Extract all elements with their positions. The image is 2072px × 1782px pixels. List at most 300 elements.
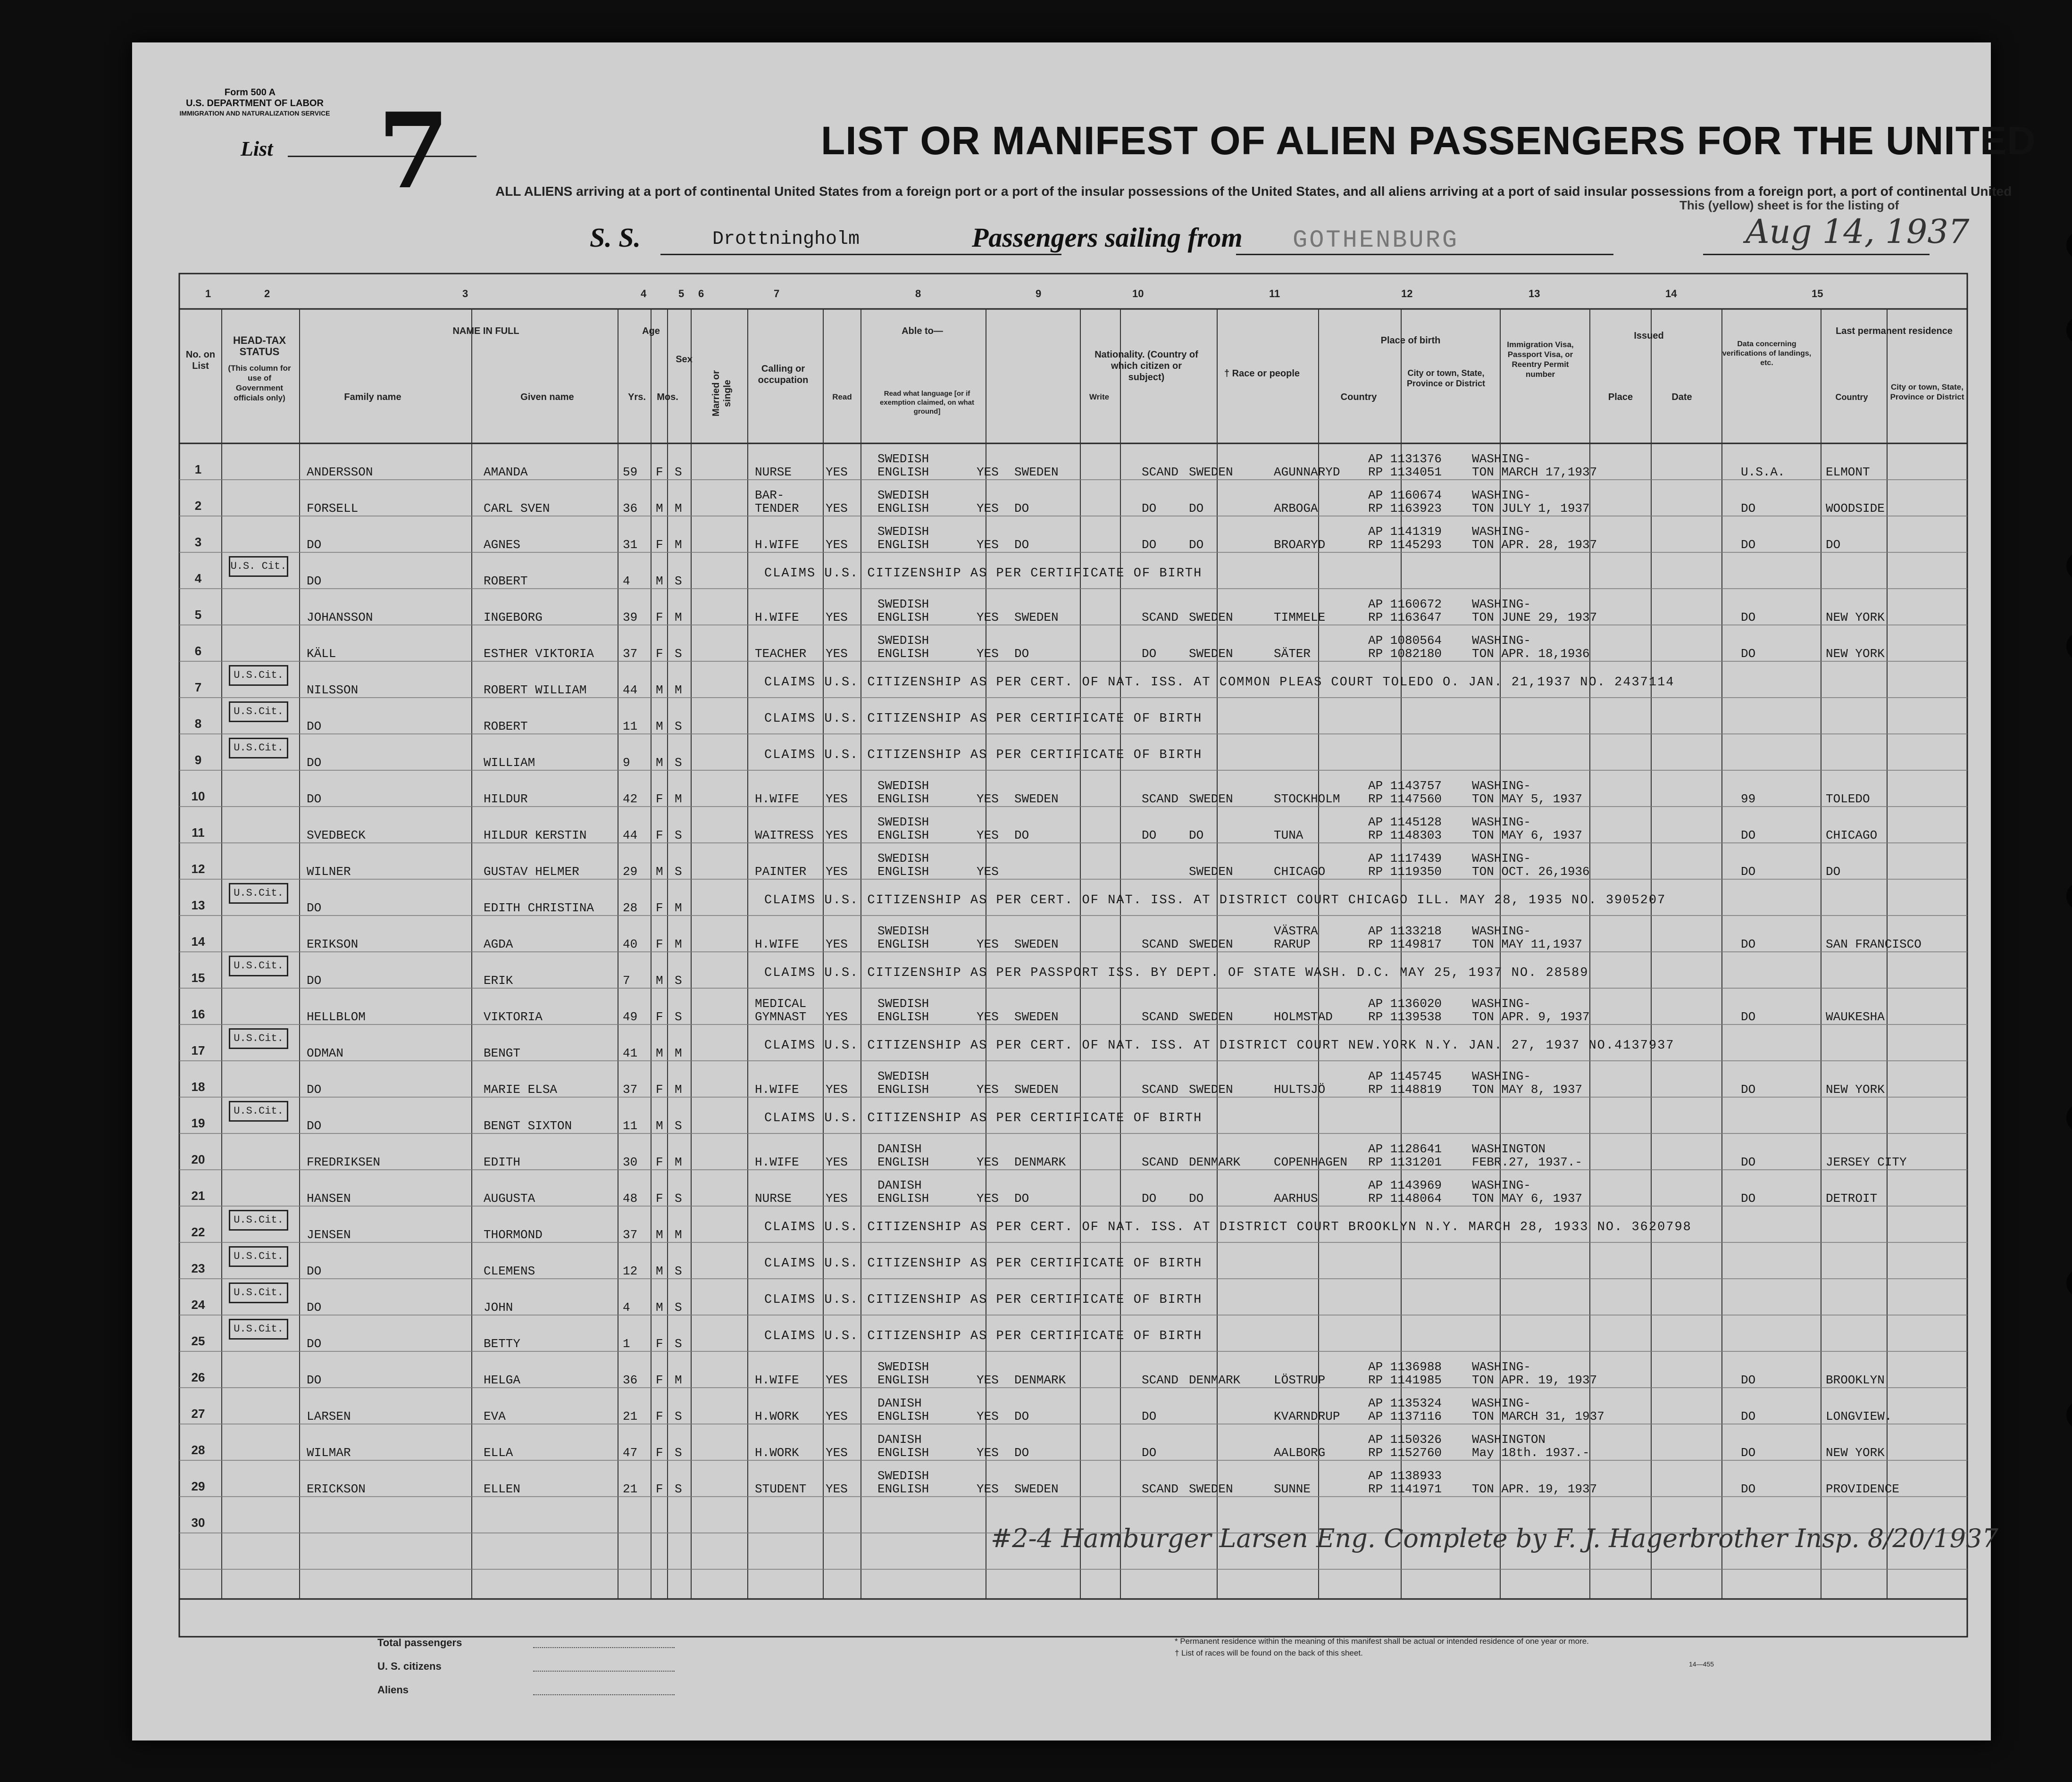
table-row xyxy=(132,1170,1991,1206)
cell-age: 47 xyxy=(623,1446,638,1460)
cell-age: 28 xyxy=(623,901,638,915)
manifest-subtitle-2: This (yellow) sheet is for the listing of xyxy=(1679,198,1899,212)
row-number: 12 xyxy=(191,862,205,876)
cell-sex: F xyxy=(656,647,663,661)
cell-occ: H.WORK xyxy=(755,1446,799,1460)
cell-race: SCAND xyxy=(1142,937,1179,951)
ss-label: S. S. xyxy=(590,222,641,253)
col-num-6: 6 xyxy=(698,288,704,300)
cell-given: HELGA xyxy=(484,1373,521,1387)
cell-given: THORMOND xyxy=(484,1228,543,1242)
cell-place2: TON MAY 5, 1937 xyxy=(1472,792,1583,806)
cell-bcity: HOLMSTAD xyxy=(1274,1010,1333,1024)
cell-place2: TON MAY 11,1937 xyxy=(1472,937,1583,951)
cell-sex: M xyxy=(656,974,663,988)
row-number: 6 xyxy=(194,644,202,658)
col-header-issued: Issued xyxy=(1634,331,1664,341)
cell-write: YES xyxy=(977,610,999,625)
port-name: GOTHENBURG xyxy=(1293,226,1459,254)
cell-place2: TON APR. 19, 1937 xyxy=(1472,1373,1597,1387)
cell-visa2: RP 1148064 xyxy=(1368,1191,1442,1206)
cell-lang1: SWEDISH xyxy=(877,1469,929,1483)
cell-age: 4 xyxy=(623,574,630,588)
cell-lang2: ENGLISH xyxy=(877,538,929,552)
table-row xyxy=(132,1133,1991,1170)
cell-age: 9 xyxy=(623,756,630,770)
cell-given: HILDUR xyxy=(484,792,528,806)
cell-family: ERIKSON xyxy=(307,937,359,951)
cell-given: EDITH CHRISTINA xyxy=(484,901,594,915)
cell-place2: TON MARCH 31, 1937 xyxy=(1472,1409,1604,1424)
cell-ms: S xyxy=(675,465,682,479)
table-row xyxy=(132,952,1991,988)
cell-family: ERICKSON xyxy=(307,1482,366,1496)
cell-bcountry: DENMARK xyxy=(1189,1155,1241,1169)
cell-bcity: TUNA xyxy=(1274,828,1303,842)
cell-ms: M xyxy=(675,683,682,697)
head-tax-stamp: U.S. Cit. xyxy=(229,556,288,577)
row-number: 28 xyxy=(191,1443,205,1457)
cell-sex: F xyxy=(656,1010,663,1024)
cell-race: SCAND xyxy=(1142,1373,1179,1387)
cell-write: YES xyxy=(977,828,999,842)
cell-read: YES xyxy=(826,1373,848,1387)
cell-res_c: DO xyxy=(1741,1446,1756,1460)
cell-place1: WASHING- xyxy=(1472,1178,1531,1192)
cell-age: 11 xyxy=(623,719,638,733)
binder-hole xyxy=(2066,552,2072,580)
cell-given: ROBERT xyxy=(484,719,528,733)
cell-ms: M xyxy=(675,538,682,552)
cell-bcountry: SWEDEN xyxy=(1189,1010,1233,1024)
col-header-race: † Race or people xyxy=(1224,368,1300,379)
col-header-visa: Immigration Visa, Passport Visa, or Reentry Permit number xyxy=(1507,340,1574,379)
cell-visa1: AP 1160672 xyxy=(1368,597,1442,611)
row-number: 7 xyxy=(194,680,202,694)
col-header-write: Write xyxy=(1089,392,1110,401)
cell-write: YES xyxy=(977,1010,999,1024)
cell-place1: WASHING- xyxy=(1472,1360,1531,1374)
row-number: 25 xyxy=(191,1334,205,1348)
cell-read: YES xyxy=(826,865,848,879)
row-number: 15 xyxy=(191,971,205,985)
row-number: 4 xyxy=(194,571,202,585)
col-header-residence: Last permanent residence xyxy=(1836,326,1953,336)
list-label: List xyxy=(241,137,273,160)
cell-family: DO xyxy=(307,1264,322,1278)
cell-visa1: AP 1136020 xyxy=(1368,997,1442,1011)
cell-age: 36 xyxy=(623,501,638,516)
cell-age: 31 xyxy=(623,538,638,552)
cell-family: WILNER xyxy=(307,865,351,879)
cell-res_c: DO xyxy=(1741,1010,1756,1024)
cell-write: YES xyxy=(977,865,999,879)
row-number: 10 xyxy=(191,789,205,803)
cell-lang2: ENGLISH xyxy=(877,647,929,661)
col-header-read-lang: Read what language [or if exemption claimed, on what ground] xyxy=(879,390,975,416)
cell-nat: DENMARK xyxy=(1014,1373,1066,1387)
cell-lang2: ENGLISH xyxy=(877,1010,929,1024)
cell-race: DO xyxy=(1142,647,1157,661)
cell-bcountry: DO xyxy=(1189,1191,1204,1206)
cell-place1: WASHING- xyxy=(1472,488,1531,502)
cell-ms: S xyxy=(675,828,682,842)
cell-res_city: DO xyxy=(1826,538,1841,552)
cell-bcountry: DO xyxy=(1189,501,1204,516)
cell-sex: M xyxy=(656,1119,663,1133)
binder-hole xyxy=(2066,1269,2072,1297)
cell-race: SCAND xyxy=(1142,1010,1179,1024)
cell-nat: SWEDEN xyxy=(1014,465,1059,479)
col-header-res-country: Country xyxy=(1835,392,1868,402)
cell-sex: F xyxy=(656,1083,663,1097)
cell-given: WILLIAM xyxy=(484,756,535,770)
cell-visa2: RP 1148819 xyxy=(1368,1083,1442,1097)
cell-bcity: TIMMELE xyxy=(1274,610,1326,625)
cell-lang1: SWEDISH xyxy=(877,525,929,539)
citizenship-claim: CLAIMS U.S. CITIZENSHIP AS PER CERT. OF NAT. ISS. AT DISTRICT COURT CHICAGO ILL. MAY 28, 1935 NO. 3905207 xyxy=(764,893,1666,908)
cell-visa2: RP 1147560 xyxy=(1368,792,1442,806)
cell-write: YES xyxy=(977,1409,999,1424)
sailing-date: Aug 14, 1937 xyxy=(1746,212,1970,251)
cell-visa1: AP 1150326 xyxy=(1368,1432,1442,1447)
col-header-name: NAME IN FULL xyxy=(452,326,519,336)
cell-visa2: RP 1082180 xyxy=(1368,647,1442,661)
cell-lang1: SWEDISH xyxy=(877,851,929,866)
manifest-subtitle: ALL ALIENS arriving at a port of continental United States from a foreign port or a port of the insular possessions of the United States, and all aliens arriving at a port of said insular possessions from a foreign port, a port of continental United xyxy=(495,184,2012,199)
cell-family: DO xyxy=(307,719,322,733)
table-row xyxy=(132,1460,1991,1497)
cell-lang1: SWEDISH xyxy=(877,597,929,611)
cell-occ: H.WIFE xyxy=(755,538,799,552)
cell-read: YES xyxy=(826,1191,848,1206)
cell-ms: S xyxy=(675,1010,682,1024)
cell-bcity: AALBORG xyxy=(1274,1446,1326,1460)
cell-bcity: LÖSTRUP xyxy=(1274,1373,1326,1387)
cell-nat: DO xyxy=(1014,1446,1029,1460)
cell-lang2: ENGLISH xyxy=(877,1373,929,1387)
cell-age: 49 xyxy=(623,1010,638,1024)
cell-nat: SWEDEN xyxy=(1014,792,1059,806)
cell-nat: DO xyxy=(1014,828,1029,842)
cell-place2: TON MAY 6, 1937 xyxy=(1472,828,1583,842)
table-row xyxy=(132,1351,1991,1388)
col-num-2: 2 xyxy=(264,288,270,300)
cell-family: DO xyxy=(307,538,322,552)
cell-race: DO xyxy=(1142,1409,1157,1424)
cell-bcity: COPENHAGEN xyxy=(1274,1155,1348,1169)
manifest-title: LIST OR MANIFEST OF ALIEN PASSENGERS FOR THE UNITED xyxy=(821,118,2036,163)
table-row xyxy=(132,698,1991,734)
footnote-residence: * Permanent residence within the meaning of this manifest shall be actual or intended residence of one year or more. xyxy=(1175,1637,1589,1646)
cell-bcity: SUNNE xyxy=(1274,1482,1311,1496)
cell-read: YES xyxy=(826,1155,848,1169)
cell-bcity: ARBOGA xyxy=(1274,501,1318,516)
cell-age: 59 xyxy=(623,465,638,479)
cell-res_c: DO xyxy=(1741,538,1756,552)
row-number: 18 xyxy=(191,1080,205,1094)
footnote-races: † List of races will be found on the back of this sheet. xyxy=(1175,1649,1363,1657)
table-row xyxy=(132,1206,1991,1242)
col-num-4: 4 xyxy=(641,288,647,300)
cell-ms: S xyxy=(675,1119,682,1133)
table-row xyxy=(132,1097,1991,1133)
table-row xyxy=(132,843,1991,879)
cell-visa2: RP 1119350 xyxy=(1368,865,1442,879)
cell-given: BENGT SIXTON xyxy=(484,1119,572,1133)
cell-write: YES xyxy=(977,538,999,552)
cell-ms: M xyxy=(675,1155,682,1169)
cell-lang1: DANISH xyxy=(877,1396,922,1410)
cell-nat: SWEDEN xyxy=(1014,610,1059,625)
cell-read: YES xyxy=(826,1083,848,1097)
row-number: 8 xyxy=(194,716,202,731)
citizenship-claim: CLAIMS U.S. CITIZENSHIP AS PER CERT. OF NAT. ISS. AT DISTRICT COURT BROOKLYN N.Y. MARCH 28, 1933 NO. 3620798 xyxy=(764,1220,1692,1234)
cell-occ: NURSE xyxy=(755,465,792,479)
cell-write: YES xyxy=(977,1482,999,1496)
cell-nat: DO xyxy=(1014,538,1029,552)
cell-bcountry: SWEDEN xyxy=(1189,937,1233,951)
cell-age: 7 xyxy=(623,974,630,988)
col-header-mos: Mos. xyxy=(657,392,678,402)
cell-lang2: ENGLISH xyxy=(877,865,929,879)
col-num-12: 12 xyxy=(1401,288,1413,300)
cell-family: JENSEN xyxy=(307,1228,351,1242)
citizenship-claim: CLAIMS U.S. CITIZENSHIP AS PER CERTIFICATE OF BIRTH xyxy=(764,1293,1203,1307)
cell-given: AMANDA xyxy=(484,465,528,479)
cell-nat: DENMARK xyxy=(1014,1155,1066,1169)
col-num-13: 13 xyxy=(1529,288,1540,300)
row-number: 9 xyxy=(194,753,202,767)
col-header-birthplace: Place of birth xyxy=(1380,335,1441,346)
cell-ms: S xyxy=(675,974,682,988)
cell-res_c: DO xyxy=(1741,647,1756,661)
cell-sex: F xyxy=(656,828,663,842)
cell-place2: TON APR. 18,1936 xyxy=(1472,647,1590,661)
cell-visa2: RP 1145293 xyxy=(1368,538,1442,552)
cell-sex: M xyxy=(656,1264,663,1278)
cell-lang1: DANISH xyxy=(877,1432,922,1447)
table-row xyxy=(132,988,1991,1024)
head-tax-stamp: U.S.Cit. xyxy=(229,701,288,722)
cell-sex: M xyxy=(656,865,663,879)
cell-place1: WASHING- xyxy=(1472,597,1531,611)
cell-sex: F xyxy=(656,1155,663,1169)
binder-hole xyxy=(2066,231,2072,259)
cell-lang1: SWEDISH xyxy=(877,997,929,1011)
row-number: 16 xyxy=(191,1007,205,1021)
citizenship-claim: CLAIMS U.S. CITIZENSHIP AS PER CERTIFICATE OF BIRTH xyxy=(764,1111,1203,1125)
cell-place2: May 18th. 1937.- xyxy=(1472,1446,1590,1460)
cell-given: CLEMENS xyxy=(484,1264,535,1278)
cell-lang1: SWEDISH xyxy=(877,779,929,793)
cell-read: YES xyxy=(826,1409,848,1424)
cell-bcity: AGUNNARYD xyxy=(1274,465,1340,479)
cell-place1: WASHING- xyxy=(1472,997,1531,1011)
cell-sex: F xyxy=(656,610,663,625)
col-header-birth-country: Country xyxy=(1340,392,1377,402)
cell-nat: SWEDEN xyxy=(1014,1482,1059,1496)
cell-lang1: SWEDISH xyxy=(877,488,929,502)
cell-occ0: BAR- xyxy=(755,488,785,502)
cell-occ: PAINTER xyxy=(755,865,807,879)
citizens-line xyxy=(533,1671,675,1672)
cell-visa2: RP 1152760 xyxy=(1368,1446,1442,1460)
head-tax-stamp: U.S.Cit. xyxy=(229,665,288,686)
citizenship-claim: CLAIMS U.S. CITIZENSHIP AS PER CERT. OF NAT. ISS. AT DISTRICT COURT NEW.YORK N.Y. JAN. 27, 1937 NO.4137937 xyxy=(764,1039,1675,1053)
cell-visa2: RP 1148303 xyxy=(1368,828,1442,842)
cell-read: YES xyxy=(826,937,848,951)
cell-res_c: 99 xyxy=(1741,792,1756,806)
cell-res_city: DO xyxy=(1826,865,1841,879)
table-row xyxy=(132,1061,1991,1097)
cell-given: GUSTAV HELMER xyxy=(484,865,579,879)
col-num-8: 8 xyxy=(915,288,921,300)
total-line xyxy=(533,1647,675,1648)
table-row xyxy=(132,552,1991,589)
cell-res_city: NEW YORK xyxy=(1826,647,1885,661)
cell-age: 1 xyxy=(623,1337,630,1351)
cell-lang1: SWEDISH xyxy=(877,452,929,466)
cell-given: ROBERT WILLIAM xyxy=(484,683,587,697)
cell-sex: M xyxy=(656,1300,663,1315)
cell-race: SCAND xyxy=(1142,465,1179,479)
cell-age: 37 xyxy=(623,647,638,661)
cell-lang2: ENGLISH xyxy=(877,937,929,951)
cell-race: DO xyxy=(1142,538,1157,552)
cell-sex: F xyxy=(656,792,663,806)
cell-visa1: AP 1080564 xyxy=(1368,633,1442,648)
cell-place2: TON APR. 19, 1937 xyxy=(1472,1482,1597,1496)
cell-occ: H.WIFE xyxy=(755,937,799,951)
cell-nat: DO xyxy=(1014,1409,1029,1424)
table-row xyxy=(132,625,1991,661)
cell-sex: M xyxy=(656,1228,663,1242)
cell-read: YES xyxy=(826,538,848,552)
cell-family: FORSELL xyxy=(307,501,359,516)
cell-occ: GYMNAST xyxy=(755,1010,807,1024)
cell-visa1: AP 1128641 xyxy=(1368,1142,1442,1156)
cell-place1: WASHING- xyxy=(1472,452,1531,466)
table-row xyxy=(132,516,1991,552)
cell-family: DO xyxy=(307,1083,322,1097)
cell-lang1: DANISH xyxy=(877,1178,922,1192)
cell-visa1: AP 1143757 xyxy=(1368,779,1442,793)
table-row xyxy=(132,879,1991,916)
cell-occ: H.WIFE xyxy=(755,1373,799,1387)
cell-given: EVA xyxy=(484,1409,506,1424)
footer-citizens: U. S. citizens xyxy=(377,1660,442,1672)
cell-lang1: DANISH xyxy=(877,1142,922,1156)
col-header-read: Read xyxy=(832,392,852,401)
col-num-1: 1 xyxy=(205,288,211,300)
cell-ms: S xyxy=(675,1191,682,1206)
cell-family: DO xyxy=(307,974,322,988)
cell-occ: H.WIFE xyxy=(755,1155,799,1169)
cell-family: DO xyxy=(307,1337,322,1351)
row-number: 11 xyxy=(192,825,205,840)
cell-age: 30 xyxy=(623,1155,638,1169)
cell-family: LARSEN xyxy=(307,1409,351,1424)
cell-age: 39 xyxy=(623,610,638,625)
cell-place1: WASHING- xyxy=(1472,851,1531,866)
row-number: 20 xyxy=(191,1152,205,1166)
table-row xyxy=(132,1315,1991,1351)
binder-hole xyxy=(2066,882,2072,910)
cell-bcountry: DO xyxy=(1189,828,1204,842)
cell-write: YES xyxy=(977,1446,999,1460)
cell-res_city: JERSEY CITY xyxy=(1826,1155,1907,1169)
cell-race: SCAND xyxy=(1142,1083,1179,1097)
cell-visa2: AP 1137116 xyxy=(1368,1409,1442,1424)
cell-place1: WASHING- xyxy=(1472,815,1531,829)
cell-age: 37 xyxy=(623,1083,638,1097)
cell-res_city: NEW YORK xyxy=(1826,610,1885,625)
cell-visa1: AP 1117439 xyxy=(1368,851,1442,866)
cell-nat: SWEDEN xyxy=(1014,1083,1059,1097)
cell-ms: S xyxy=(675,865,682,879)
cell-lang2: ENGLISH xyxy=(877,1409,929,1424)
cell-sex: F xyxy=(656,465,663,479)
cell-nat: DO xyxy=(1014,1191,1029,1206)
cell-visa2: RP 1163647 xyxy=(1368,610,1442,625)
cell-res_c: DO xyxy=(1741,865,1756,879)
cell-given: AGDA xyxy=(484,937,513,951)
cell-occ: STUDENT xyxy=(755,1482,807,1496)
cell-ms: M xyxy=(675,1083,682,1097)
cell-sex: M xyxy=(656,719,663,733)
cell-visa2: RP 1141985 xyxy=(1368,1373,1442,1387)
cell-res_city: NEW YORK xyxy=(1826,1083,1885,1097)
row-number: 24 xyxy=(191,1298,205,1312)
cell-given: HILDUR KERSTIN xyxy=(484,828,587,842)
cell-sex: M xyxy=(656,1046,663,1060)
cell-visa1: AP 1141319 xyxy=(1368,525,1442,539)
cell-visa1: AP 1136988 xyxy=(1368,1360,1442,1374)
cell-bcountry: DO xyxy=(1189,538,1204,552)
cell-place2: TON JULY 1, 1937 xyxy=(1472,501,1590,516)
cell-place2: TON JUNE 29, 1937 xyxy=(1472,610,1597,625)
cell-visa1: AP 1135324 xyxy=(1368,1396,1442,1410)
cell-family: HANSEN xyxy=(307,1191,351,1206)
cell-occ: TENDER xyxy=(755,501,799,516)
cell-age: 37 xyxy=(623,1228,638,1242)
row-number: 26 xyxy=(191,1370,205,1384)
table-row xyxy=(132,770,1991,807)
cell-bcity0: VÄSTRA xyxy=(1274,924,1318,938)
cell-res_city: TOLEDO xyxy=(1826,792,1870,806)
cell-write: YES xyxy=(977,937,999,951)
row-number: 5 xyxy=(194,608,202,622)
cell-place1: WASHINGTON xyxy=(1472,1432,1546,1447)
col-header-res-city: City or town, State, Province or District xyxy=(1890,383,1964,401)
cell-res_c: DO xyxy=(1741,937,1756,951)
col-num-7: 7 xyxy=(774,288,780,300)
cell-ms: S xyxy=(675,756,682,770)
cell-family: JOHANSSON xyxy=(307,610,373,625)
cell-place1: WASHING- xyxy=(1472,779,1531,793)
row-number: 27 xyxy=(191,1407,205,1421)
row-number: 23 xyxy=(191,1261,205,1275)
cell-read: YES xyxy=(826,610,848,625)
department: U.S. DEPARTMENT OF LABOR xyxy=(186,98,324,108)
col-header-headtax: HEAD-TAX STATUS xyxy=(233,334,286,358)
head-tax-stamp: U.S.Cit. xyxy=(229,1028,288,1049)
binder-hole xyxy=(2066,632,2072,660)
cell-given: VIKTORIA xyxy=(484,1010,543,1024)
cell-lang2: ENGLISH xyxy=(877,1155,929,1169)
row-number: 2 xyxy=(194,499,202,513)
